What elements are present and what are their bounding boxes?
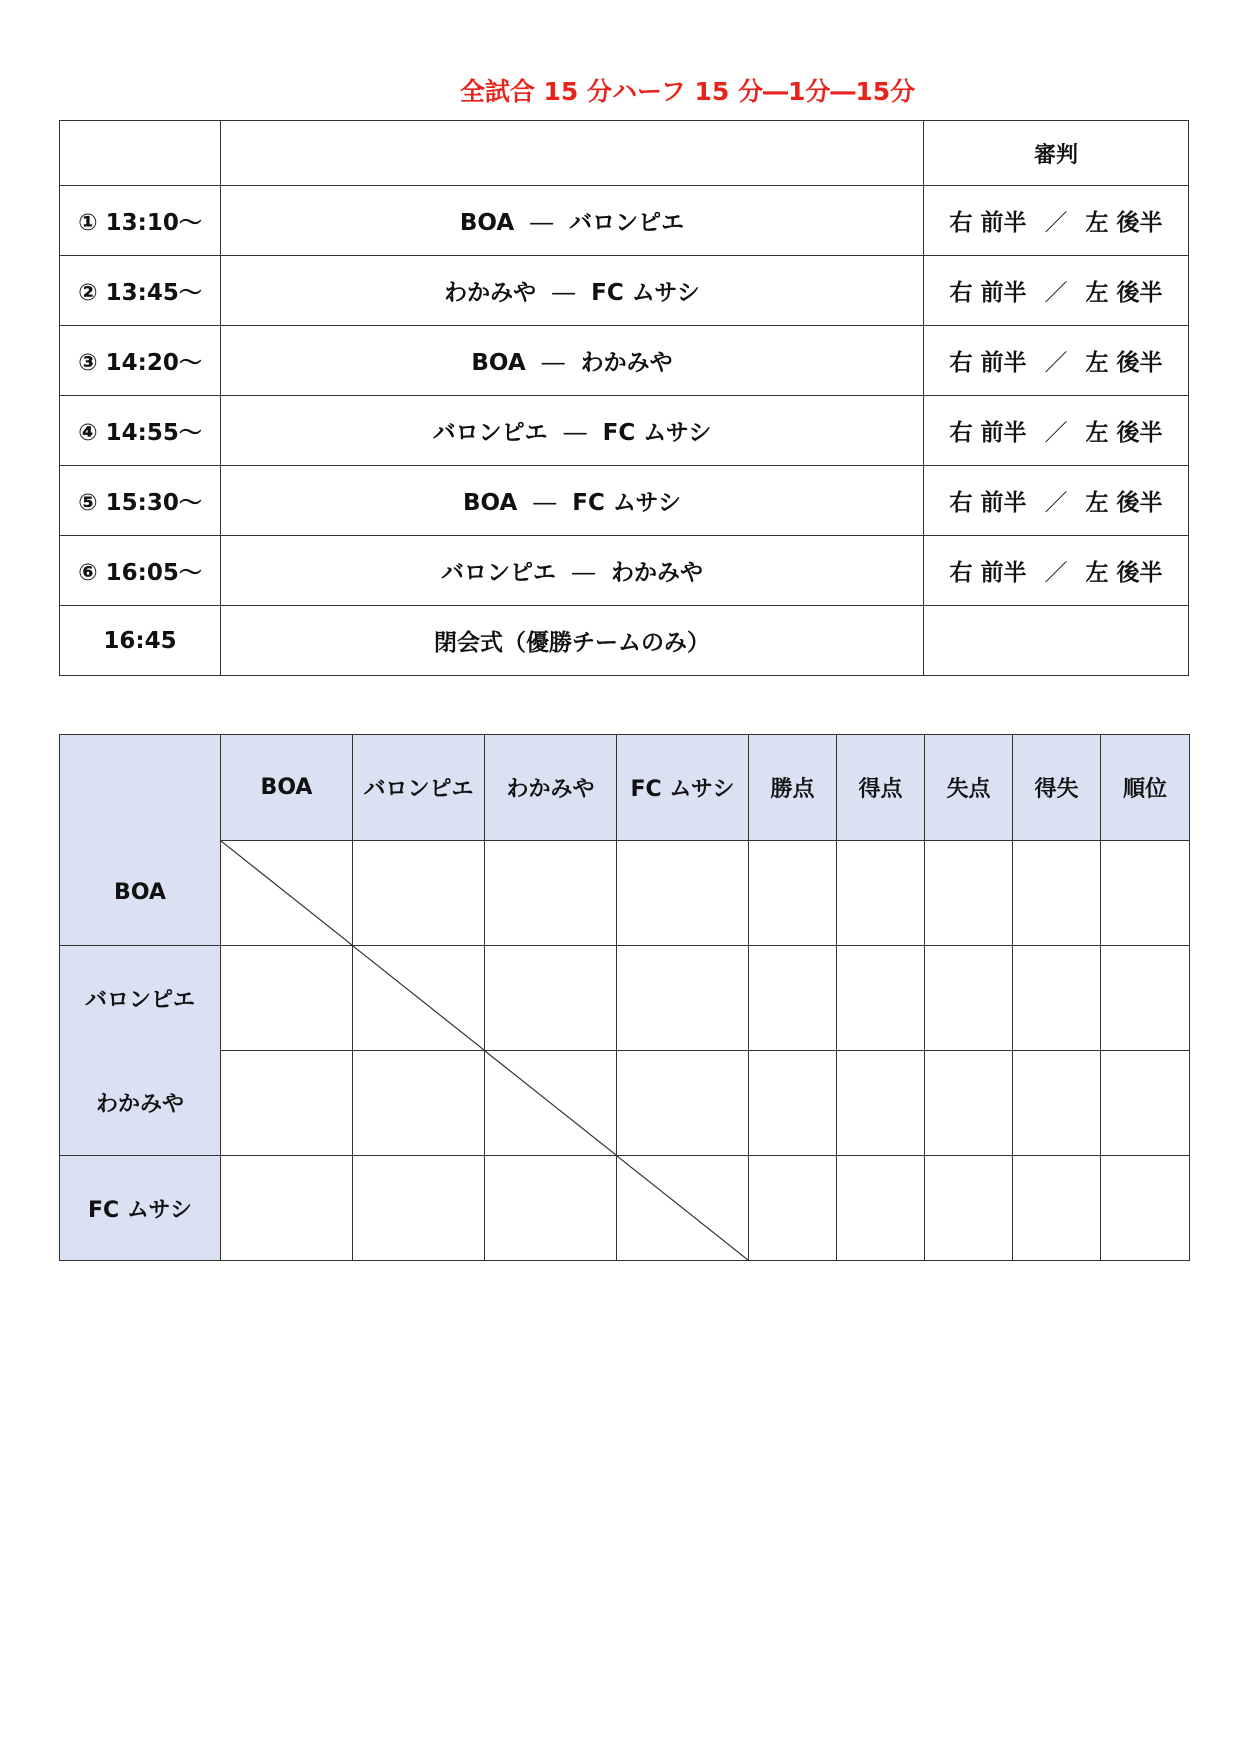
page-title: 全試合 15 分ハーフ 15 分―1分―15分 [459, 77, 916, 106]
referee-assignment [924, 536, 1189, 606]
team-name: わかみや [60, 1051, 221, 1156]
goals-against-cell [925, 1051, 1013, 1156]
result-cell [221, 1156, 353, 1261]
referee-assignment [924, 466, 1189, 536]
team-row [60, 946, 1190, 1051]
slash: ／ [1044, 420, 1068, 446]
referee-first: 右 前半 [949, 280, 1027, 306]
separator: ― [572, 560, 595, 586]
away-team: FC ムサシ [591, 280, 700, 306]
points-cell [749, 1156, 837, 1261]
column-header: 勝点 [749, 735, 837, 841]
standings-header-row [60, 735, 1190, 841]
goal-diff-cell [1013, 1156, 1101, 1261]
schedule-row [60, 256, 1189, 326]
team-row [60, 841, 1190, 946]
self-match-cell [221, 841, 353, 946]
away-team: FC ムサシ [572, 490, 681, 516]
team-name: BOA [60, 841, 221, 946]
result-cell [353, 841, 485, 946]
schedule-header-time [60, 121, 221, 186]
column-header: 得点 [837, 735, 925, 841]
goal-diff-cell [1013, 1051, 1101, 1156]
match-pairing [221, 186, 924, 256]
referee-first: 右 前半 [949, 560, 1027, 586]
result-cell [221, 946, 353, 1051]
match-schedule-table [59, 120, 1189, 676]
result-cell [617, 841, 749, 946]
result-cell [353, 1051, 485, 1156]
rank-cell [1101, 841, 1190, 946]
self-match-cell [485, 1051, 617, 1156]
home-team: バロンピエ [441, 560, 556, 586]
closing-referee [924, 606, 1189, 676]
team-name: FC ムサシ [60, 1156, 221, 1261]
referee-second: 左 後半 [1085, 490, 1163, 516]
self-match-cell [353, 946, 485, 1051]
referee-assignment [924, 256, 1189, 326]
column-header: BOA [221, 735, 353, 841]
separator: ― [530, 210, 554, 236]
goals-for-cell [837, 841, 925, 946]
goals-for-cell [837, 1051, 925, 1156]
result-cell [617, 1051, 749, 1156]
slash: ／ [1044, 560, 1068, 586]
result-cell [485, 841, 617, 946]
match-pairing [221, 466, 924, 536]
schedule-row [60, 186, 1189, 256]
schedule-row [60, 536, 1189, 606]
standings-table [59, 734, 1190, 1261]
match-pairing [221, 536, 924, 606]
goal-diff-cell [1013, 946, 1101, 1051]
column-header: バロンピエ [353, 735, 485, 841]
rank-cell [1101, 1156, 1190, 1261]
schedule-row [60, 326, 1189, 396]
result-cell [221, 1051, 353, 1156]
result-cell [353, 1156, 485, 1261]
match-time: ⑤ 15:30～ [60, 466, 221, 536]
match-time: ② 13:45～ [60, 256, 221, 326]
points-cell [749, 946, 837, 1051]
schedule-row [60, 396, 1189, 466]
home-team: BOA [463, 490, 518, 516]
separator: ― [533, 490, 557, 516]
column-header: 失点 [925, 735, 1013, 841]
home-team: BOA [471, 350, 526, 376]
referee-first: 右 前半 [949, 350, 1027, 376]
referee-assignment [924, 396, 1189, 466]
referee-first: 右 前半 [949, 210, 1027, 236]
away-team: わかみや [611, 560, 703, 586]
slash: ／ [1044, 280, 1068, 306]
schedule-row [60, 466, 1189, 536]
result-cell [485, 946, 617, 1051]
points-cell [749, 841, 837, 946]
goal-diff-cell [1013, 841, 1101, 946]
team-row [60, 1051, 1190, 1156]
away-team: バロンピエ [569, 210, 685, 236]
closing-ceremony: 閉会式（優勝チームのみ） [221, 606, 924, 676]
schedule-header-row [60, 121, 1189, 186]
points-cell [749, 1051, 837, 1156]
referee-assignment [924, 186, 1189, 256]
column-header: 順位 [1101, 735, 1190, 841]
separator: ― [563, 420, 587, 446]
team-row [60, 1156, 1190, 1261]
match-time: ① 13:10～ [60, 186, 221, 256]
referee-second: 左 後半 [1085, 560, 1163, 586]
schedule-header-match [221, 121, 924, 186]
referee-second: 左 後半 [1085, 210, 1163, 236]
result-cell [485, 1156, 617, 1261]
referee-first: 右 前半 [949, 420, 1027, 446]
away-team: FC ムサシ [602, 420, 712, 446]
rank-cell [1101, 946, 1190, 1051]
self-match-cell [617, 1156, 749, 1261]
goals-for-cell [837, 1156, 925, 1261]
separator: ― [541, 350, 565, 376]
closing-row [60, 606, 1189, 676]
slash: ／ [1044, 490, 1068, 516]
match-time: ③ 14:20～ [60, 326, 221, 396]
goals-against-cell [925, 946, 1013, 1051]
referee-second: 左 後半 [1085, 350, 1163, 376]
team-name: バロンピエ [60, 946, 221, 1051]
home-team: バロンピエ [432, 420, 548, 446]
referee-assignment [924, 326, 1189, 396]
schedule-header-referee: 審判 [924, 121, 1189, 186]
slash: ／ [1044, 350, 1068, 376]
goals-for-cell [837, 946, 925, 1051]
slash: ／ [1044, 210, 1068, 236]
referee-first: 右 前半 [949, 490, 1027, 516]
rank-cell [1101, 1051, 1190, 1156]
separator: ― [552, 280, 576, 306]
referee-second: 左 後半 [1085, 280, 1163, 306]
away-team: わかみや [580, 350, 673, 376]
match-pairing [221, 256, 924, 326]
match-time: ⑥ 16:05～ [60, 536, 221, 606]
corner-cell [60, 735, 221, 841]
goals-against-cell [925, 841, 1013, 946]
column-header: わかみや [485, 735, 617, 841]
goals-against-cell [925, 1156, 1013, 1261]
match-pairing [221, 396, 924, 466]
closing-time: 16:45 [60, 606, 221, 676]
result-cell [617, 946, 749, 1051]
match-time: ④ 14:55～ [60, 396, 221, 466]
column-header: 得失 [1013, 735, 1101, 841]
column-header: FC ムサシ [617, 735, 749, 841]
referee-second: 左 後半 [1085, 420, 1163, 446]
home-team: わかみや [444, 280, 537, 306]
match-pairing [221, 326, 924, 396]
home-team: BOA [459, 210, 515, 236]
